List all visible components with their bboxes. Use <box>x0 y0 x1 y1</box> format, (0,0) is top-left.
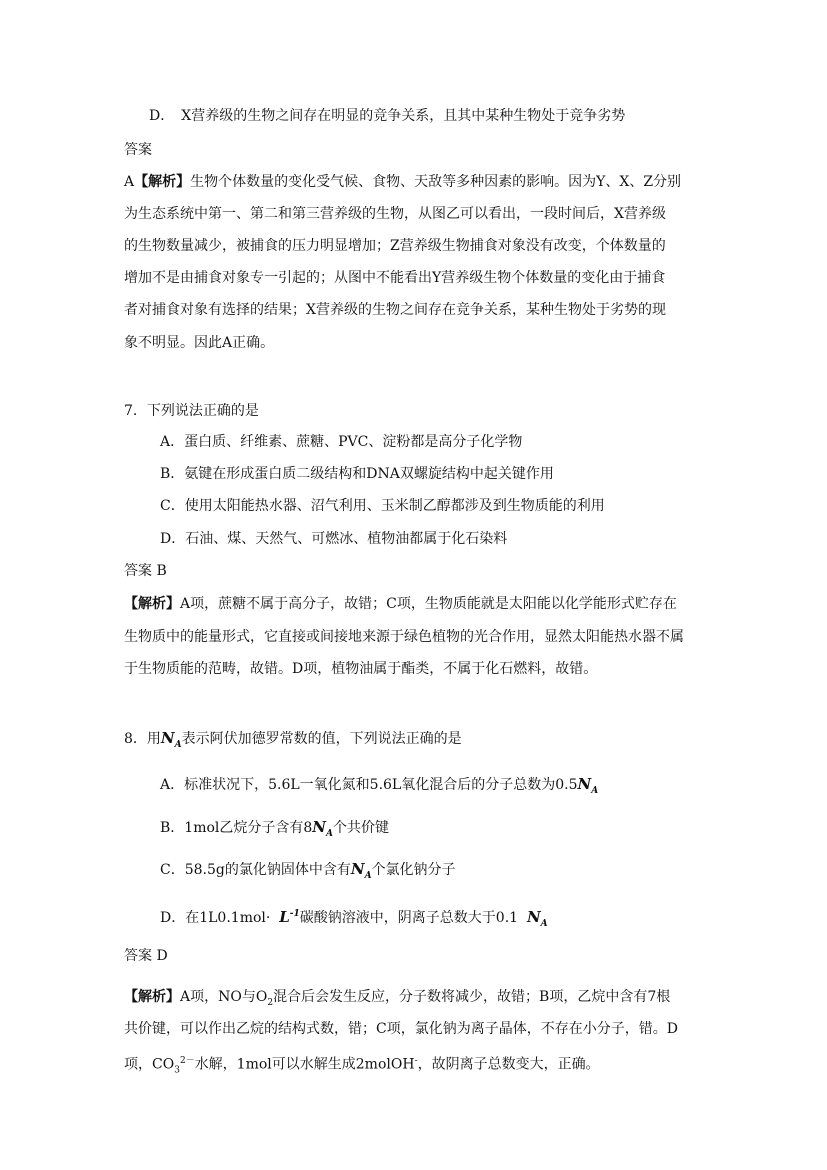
q8-stem: 8．用$N_A$表示阿伏加德罗常数的值，下列说法正确的是 <box>124 729 462 750</box>
q6-explanation-tag: 【解析】 <box>134 174 191 190</box>
q8-explanation-line: 项，$CO_3^{2-}$水解，1mol可以水解生成2molOH-，故阴离子总数变大，正确。 <box>124 1056 600 1076</box>
q8-explanation-line: 【解析】A项，NO与$O_2$混合后会发生反应，分子数将减少，故错；B项，乙烷中含有7根 <box>124 989 671 1008</box>
q8-option-a: A．标准状况下，5.6L一氧化氮和5.6L氧化混合后的分子总数为$0.5N_A$ <box>160 775 599 796</box>
q7-explanation-tag: 【解析】 <box>124 596 180 612</box>
q7-option-d: D．石油、煤、天然气、可燃冰、植物油都属于化石染料 <box>160 531 508 547</box>
q6-explanation-text: 生物个体数量的变化受气候、食物、天敌等多种因素的影响。因为Y、X、Z分别 <box>190 174 682 190</box>
q8-explanation-tag: 【解析】 <box>124 989 180 1005</box>
q6-explanation-line: 象不明显。因此A正确。 <box>124 335 275 351</box>
q7-explanation-line: 于生物质能的范畴，故错。D项，植物油属于酯类，不属于化石燃料，故错。 <box>124 661 598 677</box>
unit-symbol: $L^{-1}$ <box>279 908 300 926</box>
q7-explanation-text: A项，蔗糖不属于高分子，故错；C项，生物质能就是太阳能以化学能形式贮存在 <box>180 596 677 612</box>
avogadro-symbol: $N_A$ <box>312 818 333 839</box>
q8-option-c: C．58.5g的氯化钠固体中含有$N_A$个氯化钠分子 <box>160 860 456 881</box>
q8-explanation-line: 共价键，可以作出乙烷的结构式数，错；C项，氯化钠为离子晶体，不存在小分子，错。D <box>124 1021 678 1037</box>
avogadro-symbol: $N_A$ <box>350 860 372 881</box>
avogadro-symbol: $N_A$ <box>160 729 182 750</box>
avogadro-symbol: $N_A$ <box>577 775 599 796</box>
q6-explanation-line: 者对捕食对象有选择的结果；X营养级的生物之间存在竞争关系，某种生物处于劣势的现 <box>124 302 666 318</box>
q7-answer: 答案 B <box>124 563 167 579</box>
q8-option-b: B．1mol乙烷分子含有$8N_A$个共价键 <box>160 818 389 839</box>
q6-explanation-line: 增加不是由捕食对象专一引起的；从图中不能看出Y营养级生物个体数量的变化由于捕食 <box>124 270 666 286</box>
q6-explanation-line <box>124 172 681 192</box>
q7-stem: 7．下列说法正确的是 <box>124 403 259 419</box>
q8-answer: 答案 D <box>124 948 168 964</box>
q6-answer-label: 答案 <box>124 142 152 158</box>
q6-explanation-line: 为生态系统中第一、第二和第三营养级的生物，从图乙可以看出，一段时间后，X营养级 <box>124 206 666 222</box>
q7-option-c: C．使用太阳能热水器、沼气利用、玉米制乙醇都涉及到生物质能的利用 <box>160 498 605 514</box>
q6-option-d: D． X营养级的生物之间存在明显的竞争关系，且其中某种生物处于竞争劣势 <box>149 108 626 124</box>
avogadro-symbol: $N_A$ <box>526 908 548 929</box>
q7-option-a: A．蛋白质、纤维素、蔗糖、PVC、淀粉都是高分子化学物 <box>160 434 523 450</box>
q7-explanation-line: 生物质中的能量形式，它直接或间接地来源于绿色植物的光合作用，显然太阳能热水器不属 <box>124 629 684 645</box>
q7-explanation-line <box>124 594 677 614</box>
q8-option-d: D．在$1L0.1mol\cdot L^{-1}$碳酸钠溶液中，阴离子总数大于0.1 $N_A$ <box>160 908 548 929</box>
q6-explanation-line: 的生物数量减少，被捕食的压力明显增加；Z营养级生物捕食对象没有改变，个体数量的 <box>124 238 666 254</box>
q7-option-b: B．氨键在形成蛋白质二级结构和DNA双螺旋结构中起关键作用 <box>160 466 554 482</box>
q6-answer-letter: A <box>124 174 135 190</box>
